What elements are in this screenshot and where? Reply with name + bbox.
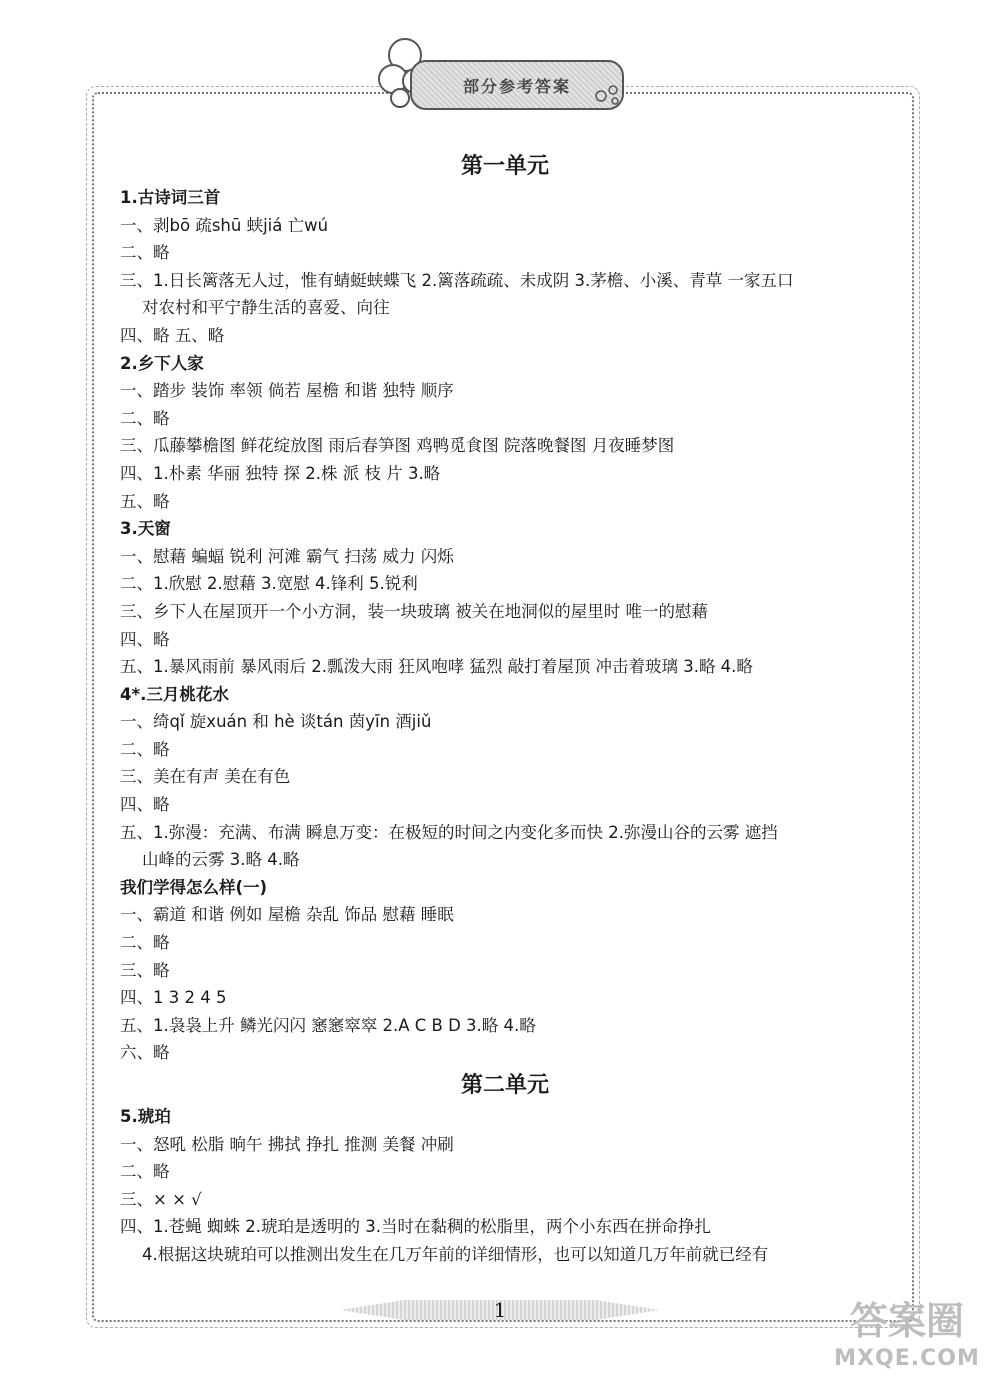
answer-line: 三、美在有声 美在有色 [120, 767, 291, 787]
answer-line: 四、略 [120, 795, 170, 815]
unit-title: 第一单元 [460, 154, 549, 179]
lesson-title: 我们学得怎么样(一) [120, 877, 268, 897]
answer-line: 四、1.苍蝇 蜘蛛 2.琥珀是透明的 3.当时在黏稠的松脂里，两个小东西在拼命挣扎 [120, 1217, 711, 1237]
answer-line: 三、瓜藤攀檐图 鲜花绽放图 雨后春笋图 鸡鸭觅食图 院落晚餐图 月夜睡梦图 [120, 436, 675, 456]
answer-line: 三、1.日长篱落无人过，惟有蜻蜓蛱蝶飞 2.篱落疏疏、未成阴 3.茅檐、小溪、青草 一家五口 [120, 270, 794, 290]
answer-line: 五、1.袅袅上升 鳞光闪闪 窸窸窣窣 2.A C B D 3.略 4.略 [120, 1015, 536, 1035]
answer-line: 二、略 [120, 933, 170, 953]
answer-line: 五、1.暴风雨前 暴风雨后 2.瓢泼大雨 狂风咆哮 猛烈 敲打着屋顶 冲击着玻璃 3.略 4.略 [120, 657, 753, 677]
lesson-title: 1.古诗词三首 [120, 188, 221, 207]
lesson-title: 2.乡下人家 [120, 353, 204, 373]
answer-line: 对农村和平宁静生活的喜爱、向往 [142, 298, 390, 318]
page-number: 1 [493, 1298, 507, 1322]
answer-line: 一、霸道 和谐 例如 屋檐 杂乱 饰品 慰藉 睡眠 [120, 905, 454, 925]
watermark-site: MXQE.COM [834, 1346, 980, 1371]
answer-line: 一、剥bō 疏shū 蛱jiá 亡wú [120, 215, 329, 235]
answer-line: 二、略 [120, 1162, 170, 1182]
answer-line: 五、略 [120, 491, 170, 511]
answer-line: 一、踏步 装饰 率领 倘若 屋檐 和谐 独特 顺序 [120, 381, 454, 401]
lesson-title: 4*.三月桃花水 [120, 684, 229, 704]
watermark [822, 1296, 992, 1386]
lesson-title: 3.天窗 [120, 519, 171, 539]
answer-line: 二、略 [120, 739, 170, 759]
lesson-title: 5.琥珀 [120, 1107, 171, 1126]
header-banner [410, 60, 624, 110]
answer-line: 山峰的云雾 3.略 4.略 [142, 850, 300, 870]
answer-line: 一、怒吼 松脂 晌午 拂拭 挣扎 推测 美餐 冲刷 [120, 1134, 454, 1154]
banner-title: 部分参考答案 [462, 76, 571, 96]
answer-line: 一、绮qǐ 旋xuán 和 hè 谈tán 茵yīn 酒jiǔ [120, 712, 432, 732]
answer-line: 4.根据这块琥珀可以推测出发生在几万年前的详细情形，也可以知道几万年前就已经有 [142, 1244, 769, 1264]
answer-line: 二、略 [120, 408, 170, 428]
answer-line: 四、略 [120, 629, 170, 649]
watermark-logo: 答案圈 [849, 1299, 964, 1343]
answer-line: 二、略 [120, 243, 170, 263]
answer-line: 二、1.欣慰 2.慰藉 3.宽慰 4.锋利 5.锐利 [120, 574, 418, 594]
answer-line: 五、1.弥漫：充满、布满 瞬息万变：在极短的时间之内变化多而快 2.弥漫山谷的云雾 遮挡 [120, 822, 778, 842]
answer-line: 三、略 [120, 960, 170, 980]
answer-line: 四、1.朴素 华丽 独特 探 2.株 派 枝 片 3.略 [120, 463, 441, 483]
answer-line: 一、慰藉 蝙蝠 锐利 河滩 霸气 扫荡 威力 闪烁 [120, 546, 454, 566]
answer-line: 四、略 五、略 [120, 325, 225, 345]
unit-title: 第二单元 [460, 1073, 549, 1098]
answer-line: 六、略 [120, 1043, 170, 1063]
page-number-footer [340, 1296, 660, 1324]
answer-line: 三、乡下人在屋顶开一个小方洞，装一块玻璃 被关在地洞似的屋里时 唯一的慰藉 [120, 601, 708, 621]
answer-line: 三、× × √ [120, 1189, 202, 1209]
dots-decoration [595, 82, 623, 106]
answer-content [120, 148, 890, 1269]
answer-line: 四、1 3 2 4 5 [120, 988, 227, 1008]
